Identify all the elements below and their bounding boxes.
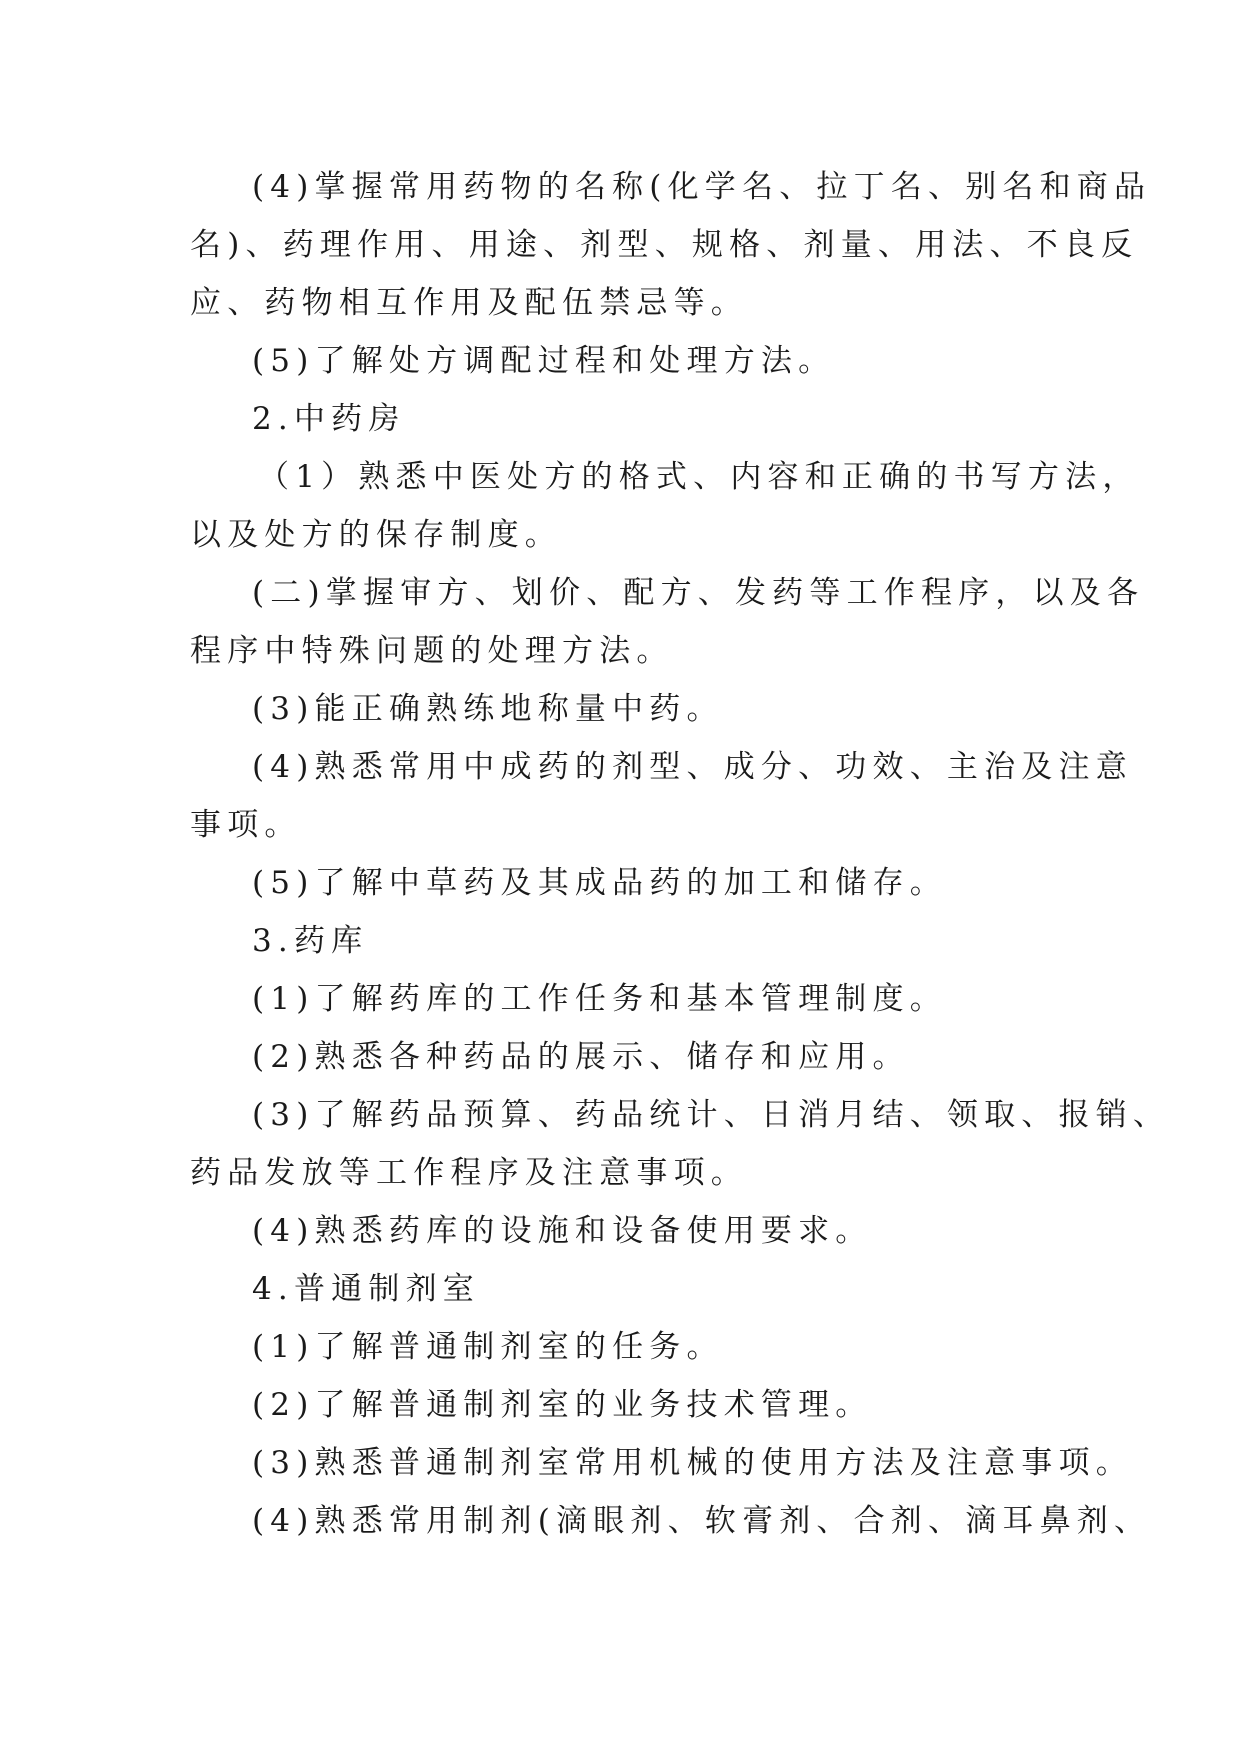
text-line: （1）熟悉中医处方的格式、内容和正确的书写方法，: [258, 459, 1140, 495]
text-line: (3)能正确熟练地称量中药。: [252, 691, 724, 727]
text-line: (4)熟悉常用中成药的剂型、成分、功效、主治及注意: [252, 749, 1133, 785]
text-line: (5)了解中草药及其成品药的加工和储存。: [252, 865, 947, 901]
text-line: 名)、药理作用、用途、剂型、规格、剂量、用法、不良反: [190, 227, 1139, 263]
document-body: [190, 158, 1171, 1550]
section-heading: 3.药库: [252, 923, 369, 959]
text-line: 应、药物相互作用及配伍禁忌等。: [190, 285, 748, 321]
text-line: (2)了解普通制剂室的业务技术管理。: [252, 1387, 873, 1423]
text-line: (1)了解普通制剂室的任务。: [252, 1329, 724, 1365]
text-line: (2)熟悉各种药品的展示、储存和应用。: [252, 1039, 910, 1075]
text-line: 以及处方的保存制度。: [190, 517, 562, 553]
text-line: 事项。: [190, 807, 302, 843]
text-line: 药品发放等工作程序及注意事项。: [190, 1155, 748, 1191]
text-line: (4)熟悉药库的设施和设备使用要求。: [252, 1213, 873, 1249]
text-line: (4)掌握常用药物的名称(化学名、拉丁名、别名和商品: [252, 169, 1152, 205]
text-line: (5)了解处方调配过程和处理方法。: [252, 343, 836, 379]
section-heading: 2.中药房: [252, 401, 406, 437]
text-line: (3)熟悉普通制剂室常用机械的使用方法及注意事项。: [252, 1445, 1133, 1481]
section-heading: 4.普通制剂室: [252, 1271, 480, 1307]
text-line: (1)了解药库的工作任务和基本管理制度。: [252, 981, 947, 1017]
text-line: (4)熟悉常用制剂(滴眼剂、软膏剂、合剂、滴耳鼻剂、: [252, 1503, 1152, 1539]
text-line: (二)掌握审方、划价、配方、发药等工作程序，以及各: [252, 575, 1145, 611]
text-line: (3)了解药品预算、药品统计、日消月结、领取、报销、: [252, 1097, 1171, 1133]
text-line: 程序中特殊问题的处理方法。: [190, 633, 674, 669]
